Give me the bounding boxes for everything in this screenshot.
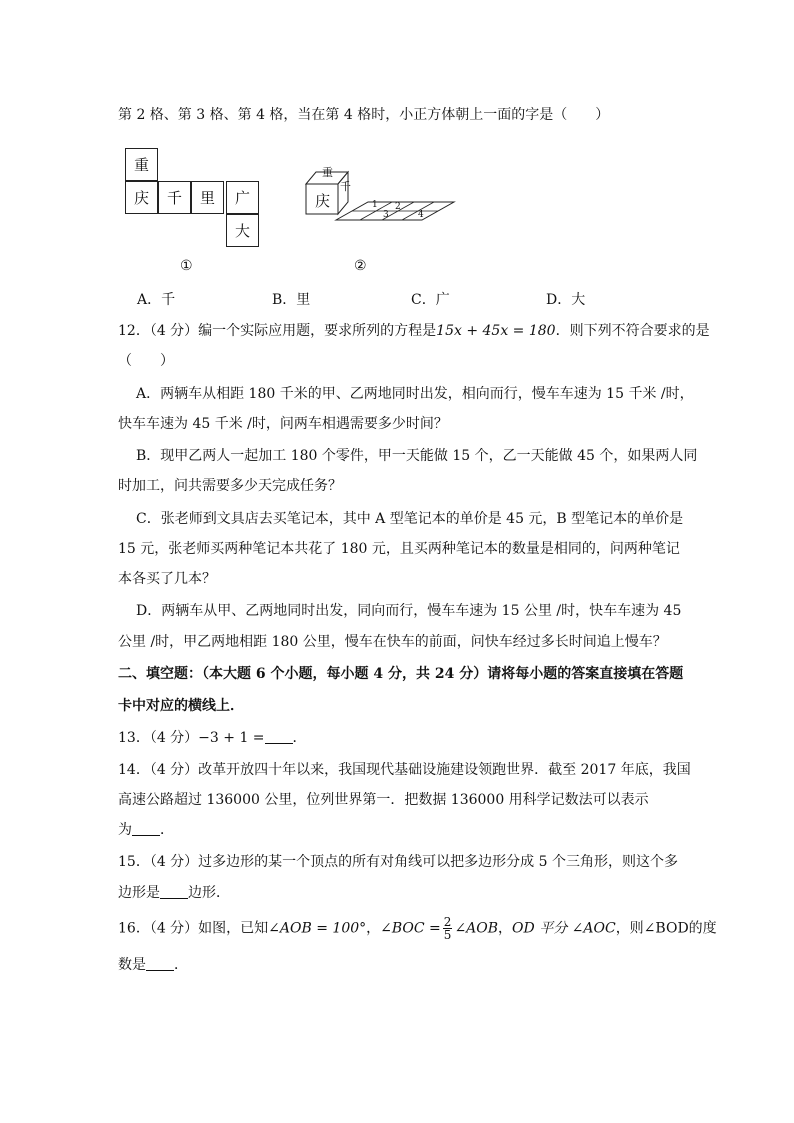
q16-answer-blank (146, 956, 174, 971)
q14-line3-prefix: 为 (118, 822, 132, 838)
q16-line2-prefix: 数是 (118, 957, 146, 973)
q14-line3-suffix: ． (160, 822, 174, 838)
q12-option-d-line2: 公里 /时，甲乙两地相距 180 公里，慢车在快车的前面，问快车经过多长时间追上慢车？ (118, 634, 667, 650)
track-number-1: 1 (372, 200, 378, 210)
section-2-heading-line1: 二、填空题：（本大题 6 个小题，每小题 4 分，共 24 分）请将每小题的答案直接填在答题 (118, 666, 684, 682)
q12-equation: 15x + 45x = 180 (436, 323, 556, 339)
q12-option-c-line1: C．张老师到文具店去买笔记本，其中 A 型笔记本的单价是 45 元，B 型笔记本的单价是 (136, 511, 684, 527)
q12-option-a-line1: A．两辆车从相距 180 千米的甲、乙两地同时出发，相向而行，慢车车速为 15 千米 /时， (136, 386, 694, 402)
track-number-2: 2 (395, 202, 401, 212)
q12-option-d-line1: D．两辆车从甲、乙两地同时出发，同向而行，慢车车速为 15 公里 /时，快车车速为 45 (136, 603, 682, 619)
q15-answer-blank (160, 884, 188, 899)
q14-line1: 14．（4 分）改革开放四十年以来，我国现代基础设施建设领跑世界．截至 2017 年底，我国 (118, 762, 691, 778)
net-cell-1: 重 (125, 148, 158, 181)
net-cell-2: 庆 (125, 181, 158, 214)
q13 (118, 728, 688, 748)
q12-stem-prefix: 12．（4 分）编一个实际应用题，要求所列的方程是 (118, 323, 437, 339)
q13-answer-blank (265, 729, 293, 744)
q16-angle-boc-left: ∠BOC = (380, 920, 441, 937)
q15-line1: 15．（4 分）过多边形的某一个顶点的所有对角线可以把多边形分成 5 个三角形，则这个多 (118, 854, 678, 870)
track-number-4: 4 (418, 210, 424, 220)
q16-angle-aob: ∠AOB = 100° (268, 920, 367, 937)
net-cell-3: 千 (158, 181, 191, 214)
q16-prefix: 16．（4 分）如图，已知 (118, 920, 269, 937)
q16-line2 (118, 955, 688, 975)
q14-line3 (118, 820, 688, 840)
q12-stem (118, 321, 710, 341)
q16-ask: ，则∠BOD的度 (615, 920, 717, 937)
q11-option-b: B．里 (272, 292, 311, 308)
figure-1-label: ① (180, 258, 193, 274)
q15-line2-suffix: 边形． (188, 885, 230, 901)
q16-sep: ， (366, 920, 381, 937)
q14-answer-blank (132, 821, 160, 836)
q16-od-bisects: OD 平分 ∠AOC (512, 920, 616, 937)
net-cell-5: 广 (226, 181, 259, 214)
q16-line2-suffix: ． (174, 957, 188, 973)
q12-option-c-line3: 本各买了几本？ (118, 571, 216, 587)
q16-fraction-numerator: 2 (443, 915, 452, 929)
q16-line1 (118, 915, 717, 942)
net-cell-6: 大 (226, 214, 259, 247)
q16-fraction (443, 916, 453, 941)
q13-suffix: ． (292, 730, 307, 746)
q11-option-c: C．广 (411, 292, 450, 308)
cube-side-face: 千 (340, 180, 351, 193)
q13-expression: −3 + 1 = (198, 730, 265, 746)
q11-option-d: D．大 (546, 292, 586, 308)
figure-2-label: ② (354, 258, 367, 274)
q11-option-a: A．千 (137, 292, 176, 308)
net-cell-4: 里 (191, 181, 224, 214)
q11-intro: 第 2 格、第 3 格、第 4 格，当在第 4 格时，小正方体朝上一面的字是（ ） (118, 107, 610, 123)
cube-front-face: 庆 (315, 192, 331, 210)
q15-line2-prefix: 边形是 (118, 885, 160, 901)
q12-stem-suffix: ．则下列不符合要求的是 (555, 323, 710, 339)
q16-fraction-denominator: 5 (443, 928, 452, 942)
track-number-3: 3 (383, 210, 389, 220)
section-2-heading-line2: 卡中对应的横线上． (118, 698, 244, 714)
cube-top-face: 重 (322, 166, 333, 179)
q15-line2 (118, 883, 688, 903)
q14-line2: 高速公路超过 136000 公里，位列世界第一．把数据 136000 用科学记数法可以表示 (118, 792, 649, 808)
q12-option-a-line2: 快车车速为 45 千米 /时，问两车相遇需要多少时间？ (118, 416, 448, 432)
q12-option-b-line1: B．现甲乙两人一起加工 180 个零件，甲一天能做 15 个，乙一天能做 45 个，如果两人同 (136, 448, 698, 464)
q16-angle-boc-right: ∠AOB (454, 920, 499, 937)
q16-mid: ， (498, 920, 513, 937)
q13-prefix: 13．（4 分） (118, 730, 199, 746)
q12-paren: （ ） (118, 353, 174, 369)
q12-option-c-line2: 15 元，张老师买两种笔记本共花了 180 元，且买两种笔记本的数量是相同的，问两种笔记 (118, 541, 680, 557)
q12-option-b-line2: 时加工，问共需要多少天完成任务？ (118, 478, 342, 494)
